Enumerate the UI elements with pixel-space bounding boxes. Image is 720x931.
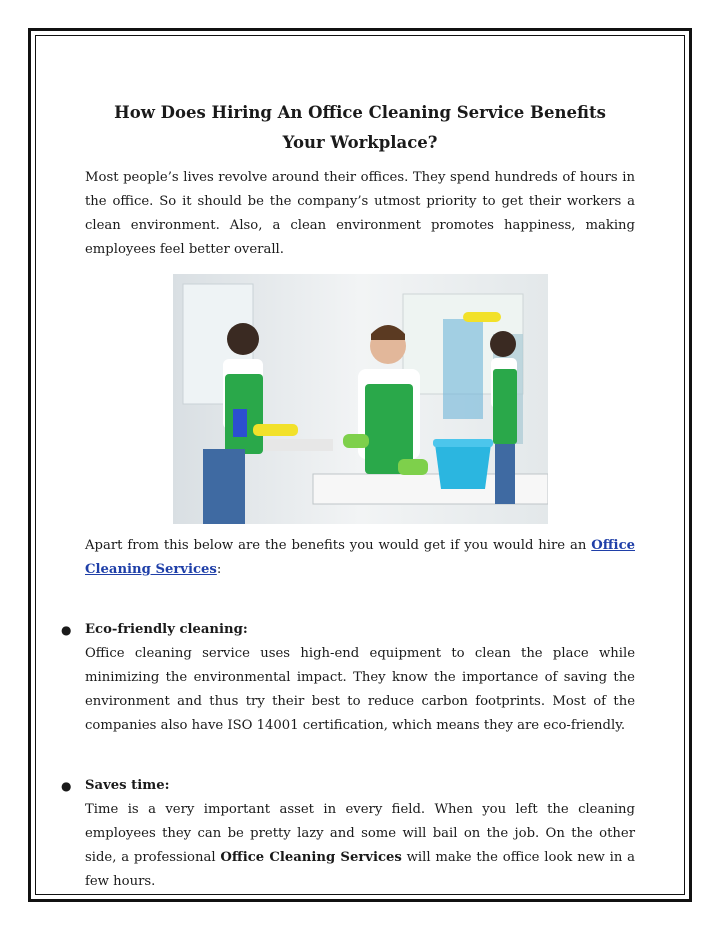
bullet-dot-icon: ● (61, 623, 72, 637)
saves-time-bold-phrase: Office Cleaning Services (220, 850, 402, 865)
bullet-heading: Saves time: (85, 778, 170, 793)
saves-time-text: Time is a very important asset in every field. When you left the cleaning employees they can be pretty lazy and some will bail on the job. On the other side, a professional (85, 802, 635, 865)
saves-time-text-end: will make the office look new in a few hours. (85, 850, 636, 889)
office-cleaning-services-link[interactable]: Office Cleaning Services (85, 538, 635, 577)
bullet-body-eco-friendly: Office cleaning service uses high-end equipment to clean the place while minimizing the environmental impact. They know the importance of saving the environment and thus try their best to reduce carbon footprints. Most of the companies also have ISO 14001 certification, which means they are eco-friendly. (85, 646, 635, 733)
document-title: How Does Hiring An Office Cleaning Service Benefits Your Workplace? (114, 103, 606, 152)
bullet-body-saves-time (85, 798, 635, 894)
office-cleaners-photo (173, 274, 548, 524)
bullet-heading: Eco-friendly cleaning: (85, 622, 248, 637)
benefits-lead-end: : (216, 562, 222, 577)
bullet-dot-icon: ● (61, 779, 72, 793)
intro-paragraph: Most people’s lives revolve around their offices. They spend hundreds of hours in the office. So it should be the company’s utmost priority to get their workers a clean environment. Also, a clean environment promotes happiness, making employees feel better overall. (85, 170, 635, 257)
bullet-saves-time (61, 774, 635, 798)
benefits-lead (85, 534, 635, 582)
document-body (61, 98, 636, 894)
bullet-eco-friendly (61, 618, 635, 642)
benefits-lead-text: Apart from this below are the benefits you would get if you would hire an (85, 538, 592, 553)
